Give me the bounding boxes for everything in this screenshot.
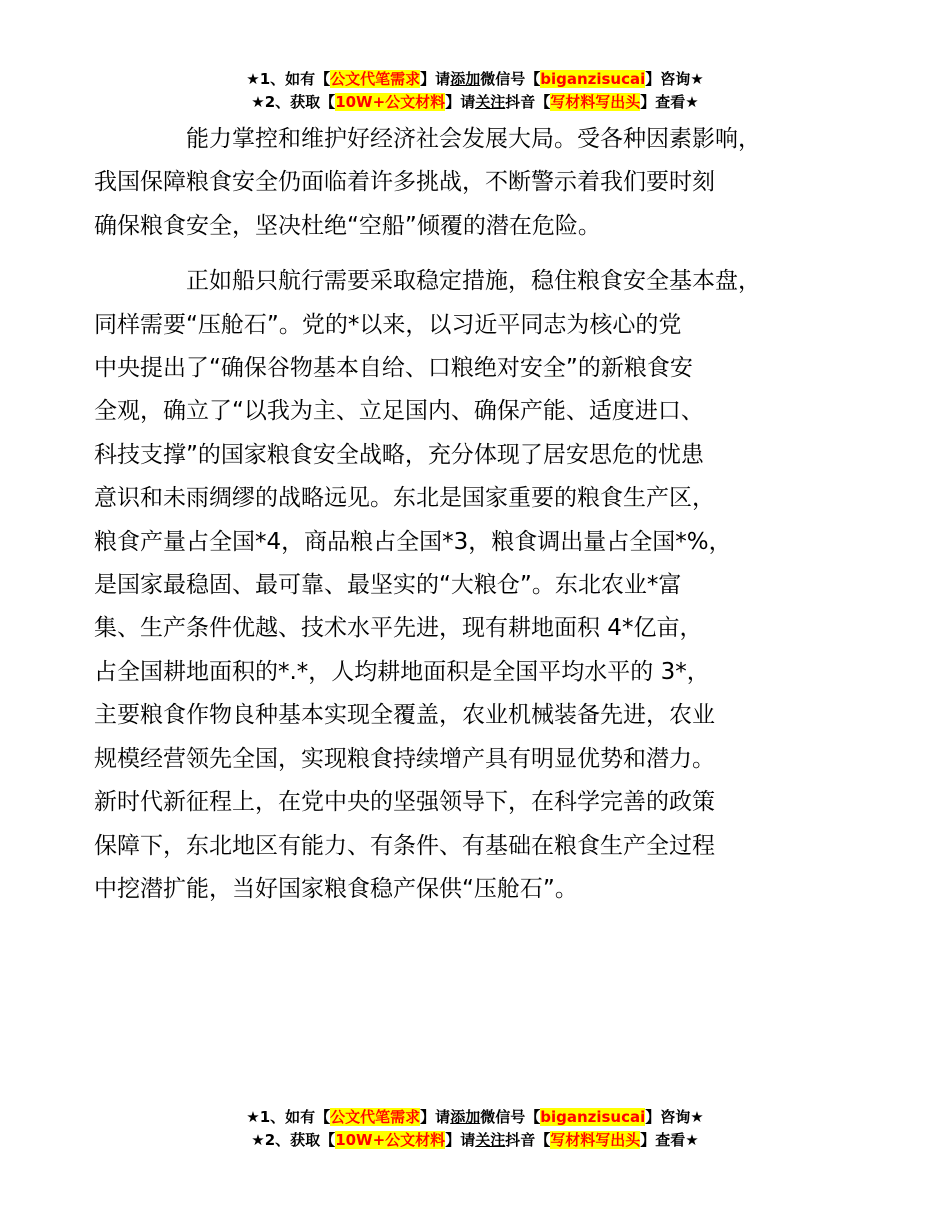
document-body: [94, 118, 830, 911]
banner-text: 】查看★: [640, 1131, 699, 1149]
text-line: 规模经营领先全国，实现粮食持续增产具有明显优势和潜力。: [94, 745, 715, 772]
banner-text: 】咨询★: [645, 1108, 704, 1126]
banner-text: 】查看★: [640, 93, 699, 111]
header-banner: [0, 68, 950, 114]
banner-text: 微信号【: [480, 70, 541, 88]
banner-text: 】咨询★: [645, 70, 704, 88]
text-line: 同样需要“压舱石”。党的*以来，以习近平同志为核心的党: [94, 311, 682, 338]
paragraph-2: [94, 260, 830, 911]
text-line: 保障下，东北地区有能力、有条件、有基础在粮食生产全过程: [94, 832, 715, 859]
text-line: 确保粮食安全，坚决杜绝“空船”倾覆的潜在危险。: [94, 212, 601, 239]
text-line: 新时代新征程上，在党中央的坚强领导下，在科学完善的政策: [94, 789, 715, 816]
text-line: 占全国耕地面积的*.*，人均耕地面积是全国平均水平的 3*，: [94, 658, 710, 685]
banner-line-2: [0, 1129, 950, 1152]
banner-text: 】请: [445, 1131, 476, 1149]
banner-line-1: [0, 68, 950, 91]
highlight-text: 写材料写出头: [550, 1131, 641, 1149]
underlined-text: 关注: [475, 93, 506, 111]
banner-text: ★1、如有【: [246, 70, 331, 88]
banner-text: ★2、获取【: [251, 93, 336, 111]
banner-text: ★1、如有【: [246, 1108, 331, 1126]
banner-text: 】请: [420, 70, 451, 88]
text-line: 中央提出了“确保谷物基本自给、口粮绝对安全”的新粮食安: [94, 355, 693, 382]
highlight-text: biganzisucai: [540, 1108, 646, 1126]
highlight-text: 公文代笔需求: [330, 70, 421, 88]
highlight-text: 公文代笔需求: [330, 1108, 421, 1126]
banner-text: 抖音【: [505, 1131, 551, 1149]
highlight-text: 10W+公文材料: [335, 93, 446, 111]
paragraph-1: [94, 118, 830, 248]
text-line: 能力掌控和维护好经济社会发展大局。受各种因素影响，: [186, 126, 761, 152]
underlined-text: 关注: [475, 1131, 506, 1149]
text-line: 粮食产量占全国*4，商品粮占全国*3，粮食调出量占全国*%，: [94, 528, 732, 555]
text-line: 意识和未雨绸缪的战略远见。东北是国家重要的粮食生产区，: [94, 485, 715, 512]
text-line: 全观，确立了“以我为主、立足国内、确保产能、适度进口、: [94, 398, 704, 425]
banner-text: 抖音【: [505, 93, 551, 111]
banner-text: 】请: [420, 1108, 451, 1126]
banner-text: ★2、获取【: [251, 1131, 336, 1149]
highlight-text: biganzisucai: [540, 70, 646, 88]
highlight-text: 写材料写出头: [550, 93, 641, 111]
text-line: 是国家最稳固、最可靠、最坚实的“大粮仓”。东北农业*富: [94, 572, 682, 599]
text-line: 主要粮食作物良种基本实现全覆盖，农业机械装备先进，农业: [94, 702, 715, 729]
underlined-text: 添加: [450, 70, 481, 88]
banner-line-1: [0, 1106, 950, 1129]
banner-text: 】请: [445, 93, 476, 111]
text-line: 科技支撑”的国家粮食安全战略，充分体现了居安思危的忧患: [94, 441, 704, 468]
banner-line-2: [0, 91, 950, 114]
highlight-text: 10W+公文材料: [335, 1131, 446, 1149]
banner-text: 微信号【: [480, 1108, 541, 1126]
footer-banner: [0, 1106, 950, 1152]
text-line: 我国保障粮食安全仍面临着许多挑战，不断警示着我们要时刻: [94, 169, 715, 196]
text-line: 集、生产条件优越、技术水平先进，现有耕地面积 4*亿亩，: [94, 615, 703, 642]
text-line: 中挖潜扩能，当好国家粮食稳产保供“压舱石”。: [94, 875, 578, 902]
text-line: 正如船只航行需要采取稳定措施，稳住粮食安全基本盘，: [186, 268, 761, 295]
underlined-text: 添加: [450, 1108, 481, 1126]
